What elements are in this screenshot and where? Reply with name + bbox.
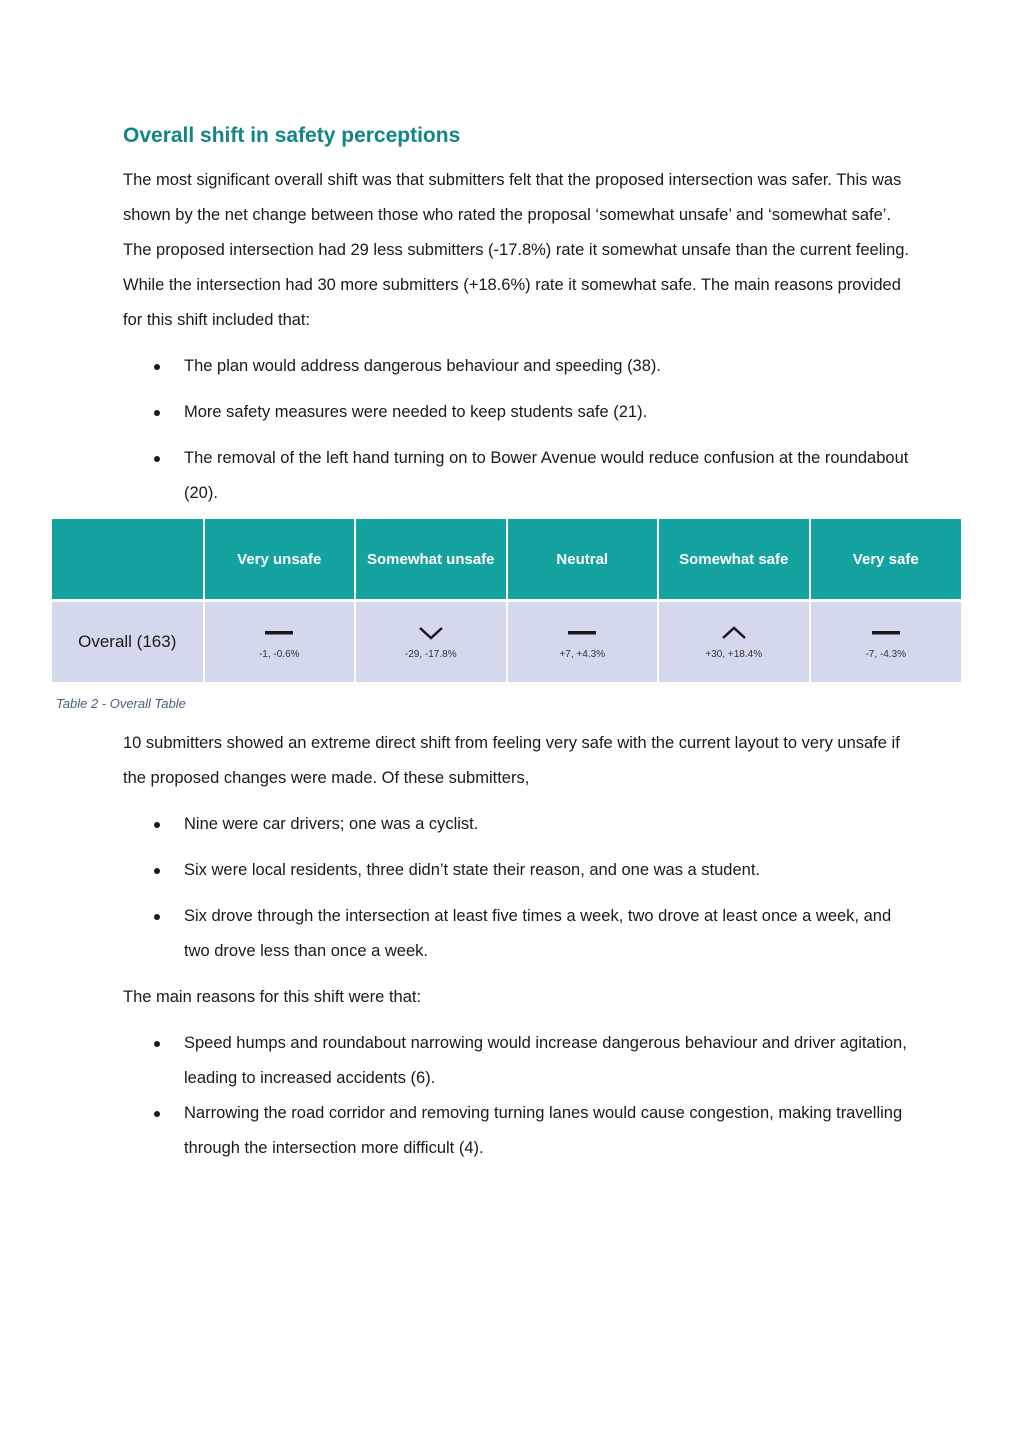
section-heading: Overall shift in safety perceptions: [123, 124, 461, 147]
list-item: The removal of the left hand turning on to Bower Avenue would reduce confusion at the roundabout (20).: [123, 441, 913, 511]
dash-icon: [871, 625, 901, 641]
table-caption: Table 2 - Overall Table: [56, 696, 186, 711]
list-item: Nine were car drivers; one was a cyclist.: [123, 807, 913, 842]
change-value: +7, +4.3%: [559, 648, 606, 660]
intro-paragraph: The most significant overall shift was that submitters felt that the proposed intersection was safer. This was shown by the net change between those who rated the proposal ‘somewhat unsafe’ and ‘somewhat safe’. The proposed intersection had 29 less submitters (-17.8%) rate it somewhat unsafe than the current feeling. While the intersection had 30 more submitters (+18.6%) rate it somewhat safe. The main reasons provided for this shift included that:: [123, 171, 910, 329]
bullet-icon: [154, 822, 160, 828]
bullet-icon: [154, 456, 160, 462]
dash-icon: [264, 625, 294, 641]
table-header-somewhat-safe: Somewhat safe: [658, 519, 810, 601]
shift-reasons-list: [123, 1026, 913, 1166]
extreme-shift-paragraph: 10 submitters showed an extreme direct shift from feeling very safe with the current layout to very unsafe if the proposed changes were made. Of these submitters,: [123, 734, 900, 787]
list-item: Speed humps and roundabout narrowing would increase dangerous behaviour and driver agitation, leading to increased accidents (6).: [123, 1026, 913, 1096]
change-value: -29, -17.8%: [404, 648, 457, 660]
table-header-empty: [52, 519, 204, 601]
cell-very-safe: [810, 601, 962, 683]
cell-very-unsafe: [204, 601, 356, 683]
table-row: [52, 601, 961, 683]
overall-table: [52, 519, 961, 682]
table-header-somewhat-unsafe: Somewhat unsafe: [355, 519, 507, 601]
chevron-down-icon: [416, 625, 446, 641]
submitter-list: [123, 807, 913, 969]
table-header-very-unsafe: Very unsafe: [204, 519, 356, 601]
table-header-very-safe: Very safe: [810, 519, 962, 601]
reasons-list: [123, 349, 913, 511]
change-value: +30, +18.4%: [705, 648, 763, 660]
list-item: Narrowing the road corridor and removing turning lanes would cause congestion, making travelling through the intersection more difficult (4).: [123, 1096, 913, 1166]
bullet-icon: [154, 410, 160, 416]
chevron-up-icon: [719, 625, 749, 641]
bullet-icon: [154, 1111, 160, 1117]
row-label: Overall (163): [52, 601, 204, 683]
change-value: -1, -0.6%: [258, 648, 300, 660]
cell-neutral: [507, 601, 659, 683]
table-header-row: [52, 519, 961, 601]
list-item: More safety measures were needed to keep students safe (21).: [123, 395, 913, 430]
change-value: -7, -4.3%: [865, 648, 907, 660]
bullet-icon: [154, 868, 160, 874]
dash-icon: [567, 625, 597, 641]
list-item: The plan would address dangerous behaviour and speeding (38).: [123, 349, 913, 384]
bullet-icon: [154, 364, 160, 370]
table-header-neutral: Neutral: [507, 519, 659, 601]
list-item: Six drove through the intersection at least five times a week, two drove at least once a week, and two drove less than once a week.: [123, 899, 913, 969]
bullet-icon: [154, 914, 160, 920]
cell-somewhat-unsafe: [355, 601, 507, 683]
bullet-icon: [154, 1041, 160, 1047]
main-reasons-intro: The main reasons for this shift were that:: [123, 988, 422, 1006]
cell-somewhat-safe: [658, 601, 810, 683]
list-item: Six were local residents, three didn’t state their reason, and one was a student.: [123, 853, 913, 888]
